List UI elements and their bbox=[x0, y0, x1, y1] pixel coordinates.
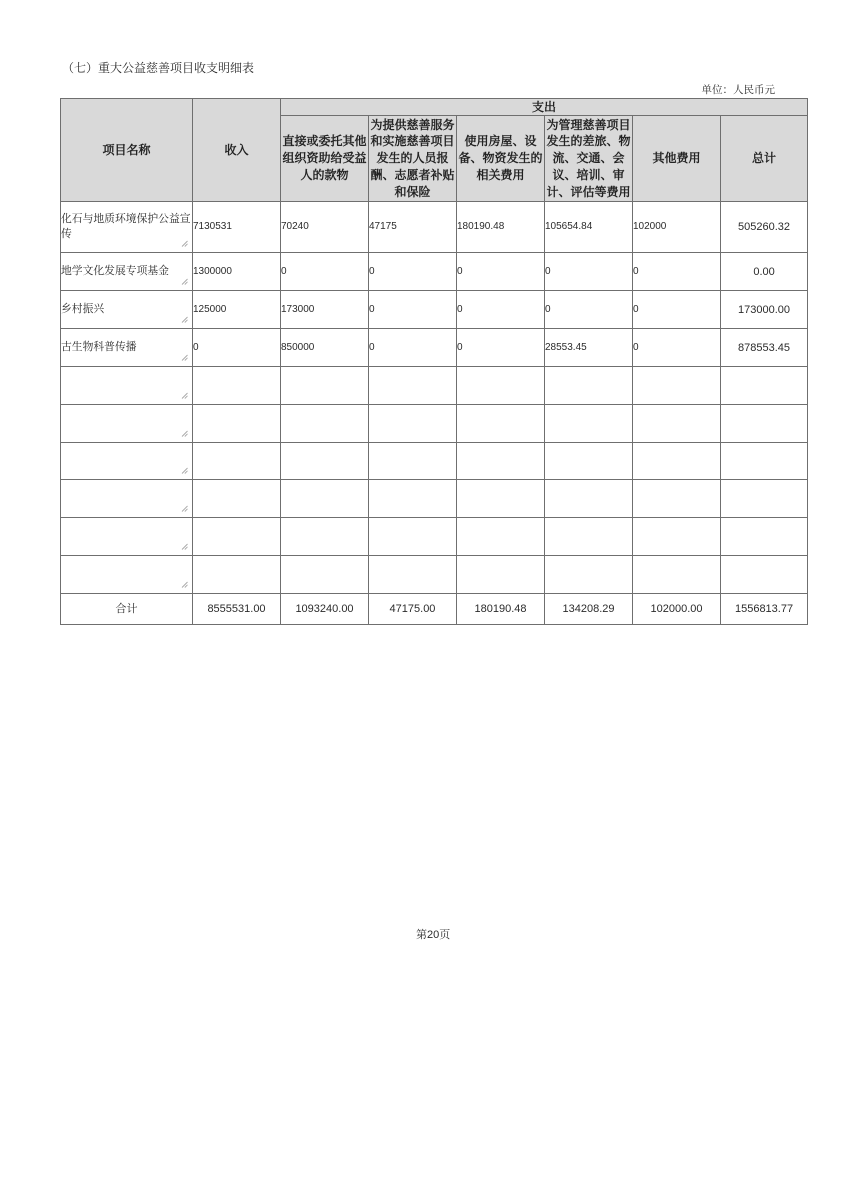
project-name-cell bbox=[61, 443, 193, 480]
header-row bbox=[61, 99, 808, 116]
project-name-cell bbox=[61, 556, 193, 594]
project-name: 古生物科普传播 bbox=[61, 341, 137, 353]
header-income: 收入 bbox=[193, 99, 281, 202]
table-row bbox=[61, 202, 808, 253]
other-cell bbox=[633, 480, 721, 518]
direct-aid-cell: 850000 bbox=[281, 329, 369, 367]
personnel-cell bbox=[369, 443, 457, 480]
row-total-cell bbox=[721, 518, 808, 556]
row-total-cell bbox=[721, 405, 808, 443]
direct-aid-cell bbox=[281, 518, 369, 556]
row-total-cell bbox=[721, 443, 808, 480]
other-cell: 102000 bbox=[633, 202, 721, 253]
total-management-cell: 134208.29 bbox=[545, 594, 633, 625]
management-cell bbox=[545, 367, 633, 405]
direct-aid-cell bbox=[281, 480, 369, 518]
project-name-cell bbox=[61, 291, 193, 329]
income-cell bbox=[193, 443, 281, 480]
header-total: 总计 bbox=[721, 116, 808, 202]
income-cell bbox=[193, 367, 281, 405]
other-cell bbox=[633, 405, 721, 443]
management-cell: 0 bbox=[545, 253, 633, 291]
total-personnel-cell: 47175.00 bbox=[369, 594, 457, 625]
project-name-cell bbox=[61, 202, 193, 253]
other-cell bbox=[633, 367, 721, 405]
project-name-cell bbox=[61, 480, 193, 518]
empty-row bbox=[61, 556, 808, 594]
income-cell: 1300000 bbox=[193, 253, 281, 291]
row-total-cell: 878553.45 bbox=[721, 329, 808, 367]
page-title: （七）重大公益慈善项目收支明细表 bbox=[62, 61, 255, 75]
row-total-cell: 0.00 bbox=[721, 253, 808, 291]
resize-grip-icon bbox=[181, 505, 188, 512]
total-facilities-cell: 180190.48 bbox=[457, 594, 545, 625]
header-management: 为管理慈善项目发生的差旅、物流、交通、会议、培训、审计、评估等费用 bbox=[545, 116, 633, 202]
total-row bbox=[61, 594, 808, 625]
personnel-cell: 0 bbox=[369, 253, 457, 291]
direct-aid-cell: 70240 bbox=[281, 202, 369, 253]
facilities-cell bbox=[457, 556, 545, 594]
empty-row bbox=[61, 518, 808, 556]
resize-grip-icon bbox=[181, 430, 188, 437]
facilities-cell bbox=[457, 480, 545, 518]
direct-aid-cell bbox=[281, 405, 369, 443]
row-total-cell bbox=[721, 367, 808, 405]
header-other: 其他费用 bbox=[633, 116, 721, 202]
project-name: 乡村振兴 bbox=[61, 303, 105, 315]
table-row bbox=[61, 253, 808, 291]
facilities-cell bbox=[457, 443, 545, 480]
personnel-cell bbox=[369, 518, 457, 556]
header-direct-aid: 直接或委托其他组织资助给受益人的款物 bbox=[281, 116, 369, 202]
resize-grip-icon bbox=[181, 278, 188, 285]
row-total-cell: 173000.00 bbox=[721, 291, 808, 329]
direct-aid-cell: 0 bbox=[281, 253, 369, 291]
personnel-cell: 47175 bbox=[369, 202, 457, 253]
management-cell bbox=[545, 556, 633, 594]
row-total-cell: 505260.32 bbox=[721, 202, 808, 253]
management-cell: 28553.45 bbox=[545, 329, 633, 367]
facilities-cell bbox=[457, 367, 545, 405]
project-name: 化石与地质环境保护公益宣传 bbox=[61, 213, 191, 240]
management-cell bbox=[545, 443, 633, 480]
empty-row bbox=[61, 405, 808, 443]
project-name-cell bbox=[61, 405, 193, 443]
management-cell: 105654.84 bbox=[545, 202, 633, 253]
facilities-cell: 180190.48 bbox=[457, 202, 545, 253]
project-name-cell bbox=[61, 329, 193, 367]
personnel-cell bbox=[369, 556, 457, 594]
income-cell: 125000 bbox=[193, 291, 281, 329]
other-cell: 0 bbox=[633, 253, 721, 291]
grand-total-cell: 1556813.77 bbox=[721, 594, 808, 625]
charity-project-table bbox=[60, 98, 808, 625]
page-number: 第20页 bbox=[416, 929, 451, 941]
facilities-cell bbox=[457, 405, 545, 443]
management-cell bbox=[545, 480, 633, 518]
empty-row bbox=[61, 443, 808, 480]
income-cell bbox=[193, 556, 281, 594]
resize-grip-icon bbox=[181, 316, 188, 323]
empty-row bbox=[61, 367, 808, 405]
row-total-cell bbox=[721, 480, 808, 518]
management-cell bbox=[545, 518, 633, 556]
resize-grip-icon bbox=[181, 392, 188, 399]
management-cell: 0 bbox=[545, 291, 633, 329]
total-label: 合计 bbox=[61, 594, 193, 625]
personnel-cell bbox=[369, 405, 457, 443]
income-cell bbox=[193, 480, 281, 518]
other-cell bbox=[633, 556, 721, 594]
direct-aid-cell bbox=[281, 556, 369, 594]
resize-grip-icon bbox=[181, 467, 188, 474]
header-expense-group: 支出 bbox=[281, 99, 808, 116]
project-name-cell bbox=[61, 253, 193, 291]
income-cell: 7130531 bbox=[193, 202, 281, 253]
empty-row bbox=[61, 480, 808, 518]
facilities-cell bbox=[457, 518, 545, 556]
project-name-cell bbox=[61, 518, 193, 556]
row-total-cell bbox=[721, 556, 808, 594]
project-name-cell bbox=[61, 367, 193, 405]
total-direct-aid-cell: 1093240.00 bbox=[281, 594, 369, 625]
header-facilities: 使用房屋、设备、物资发生的相关费用 bbox=[457, 116, 545, 202]
personnel-cell: 0 bbox=[369, 329, 457, 367]
table-row bbox=[61, 291, 808, 329]
direct-aid-cell bbox=[281, 443, 369, 480]
resize-grip-icon bbox=[181, 581, 188, 588]
project-name: 地学文化发展专项基金 bbox=[61, 265, 169, 277]
other-cell: 0 bbox=[633, 291, 721, 329]
table-row bbox=[61, 329, 808, 367]
unit-label: 单位：人民币元 bbox=[701, 84, 775, 96]
personnel-cell bbox=[369, 480, 457, 518]
income-cell: 0 bbox=[193, 329, 281, 367]
resize-grip-icon bbox=[181, 543, 188, 550]
management-cell bbox=[545, 405, 633, 443]
personnel-cell bbox=[369, 367, 457, 405]
income-cell bbox=[193, 405, 281, 443]
facilities-cell: 0 bbox=[457, 291, 545, 329]
direct-aid-cell bbox=[281, 367, 369, 405]
total-income-cell: 8555531.00 bbox=[193, 594, 281, 625]
facilities-cell: 0 bbox=[457, 329, 545, 367]
header-personnel: 为提供慈善服务和实施慈善项目发生的人员报酬、志愿者补贴和保险 bbox=[369, 116, 457, 202]
resize-grip-icon bbox=[181, 354, 188, 361]
total-other-cell: 102000.00 bbox=[633, 594, 721, 625]
direct-aid-cell: 173000 bbox=[281, 291, 369, 329]
income-cell bbox=[193, 518, 281, 556]
other-cell: 0 bbox=[633, 329, 721, 367]
other-cell bbox=[633, 518, 721, 556]
personnel-cell: 0 bbox=[369, 291, 457, 329]
other-cell bbox=[633, 443, 721, 480]
resize-grip-icon bbox=[181, 240, 188, 247]
facilities-cell: 0 bbox=[457, 253, 545, 291]
header-project-name: 项目名称 bbox=[61, 99, 193, 202]
